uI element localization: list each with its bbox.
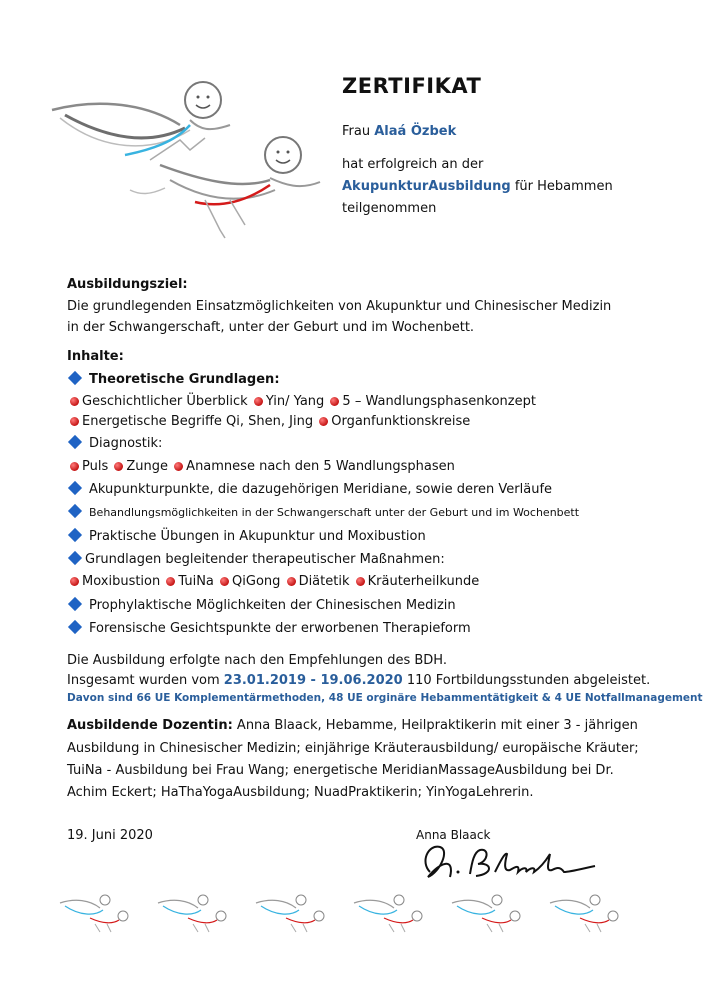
diamond-bullet-icon — [68, 551, 82, 565]
diagnostics-heading: Diagnostik: — [89, 436, 163, 451]
diagnostics-item: Puls — [82, 459, 109, 474]
lecturer-label: Ausbildende Dozentin: — [67, 718, 233, 733]
red-dot-icon — [254, 397, 263, 406]
handwritten-signature — [410, 832, 610, 887]
lecturer-line-4: Achim Eckert; HaThaYogaAusbildung; NuadPraktikerin; YinYogaLehrerin. — [67, 785, 534, 800]
decorative-logo-icon — [251, 888, 331, 933]
prophylaxis-row — [66, 596, 456, 616]
red-dot-icon — [356, 577, 365, 586]
goal-line-2: in der Schwangerschaft, unter der Geburt und im Wochenbett. — [67, 320, 475, 335]
practice-row — [66, 527, 426, 547]
lecturer-line-1 — [67, 716, 638, 736]
red-dot-icon — [174, 462, 183, 471]
accompanying-item: QiGong — [232, 574, 281, 589]
accompanying-item: Diätetik — [298, 574, 350, 589]
issue-date: 19. Juni 2020 — [67, 828, 153, 843]
forensic-row — [66, 619, 471, 639]
hours-breakdown: Davon sind 66 UE Komplementärmethoden, 48 UE orginäre Hebammentätigkeit & 4 UE Notfallmanagement — [67, 692, 703, 704]
hours-line — [67, 671, 650, 691]
decorative-logo-icon — [349, 888, 429, 933]
hours-suffix: 110 Fortbildungsstunden abgeleistet. — [402, 673, 651, 688]
red-dot-icon — [287, 577, 296, 586]
red-dot-icon — [166, 577, 175, 586]
certificate-title: ZERTIFIKAT — [342, 74, 482, 98]
practice-text: Praktische Übungen in Akupunktur und Moxibustion — [89, 529, 426, 544]
course-suffix: für Hebammen — [510, 179, 613, 194]
diamond-bullet-icon — [68, 504, 82, 518]
salutation: Frau — [342, 124, 371, 139]
theory-items-row-2 — [68, 412, 470, 432]
accompanying-items-row — [68, 572, 479, 592]
completion-line: hat erfolgreich an der — [342, 157, 484, 172]
diamond-bullet-icon — [68, 435, 82, 449]
accompanying-item: Moxibustion — [82, 574, 161, 589]
red-dot-icon — [220, 577, 229, 586]
forensic-text: Forensische Gesichtspunkte der erworbenen Therapieform — [89, 621, 471, 636]
acupoints-row — [66, 480, 552, 500]
red-dot-icon — [70, 417, 79, 426]
logo-illustration — [30, 70, 340, 245]
diagnostics-item: Anamnese nach den 5 Wandlungsphasen — [186, 459, 455, 474]
lecturer-line-2: Ausbildung in Chinesischer Medizin; einjährige Kräuterausbildung/ europäische Kräuter; — [67, 741, 639, 756]
diamond-bullet-icon — [68, 481, 82, 495]
treatment-row — [66, 503, 579, 523]
course-line — [342, 179, 613, 194]
red-dot-icon — [70, 397, 79, 406]
goal-line-1: Die grundlegenden Einsatzmöglichkeiten von Akupunktur und Chinesischer Medizin — [67, 299, 612, 314]
red-dot-icon — [330, 397, 339, 406]
red-dot-icon — [114, 462, 123, 471]
theory-heading-row — [66, 370, 280, 390]
diamond-bullet-icon — [68, 371, 82, 385]
decorative-logo-icon — [153, 888, 233, 933]
red-dot-icon — [70, 462, 79, 471]
course-name: AkupunkturAusbildung — [342, 179, 511, 194]
diagnostics-heading-row — [66, 434, 162, 454]
theory-item: Energetische Begriffe Qi, Shen, Jing — [82, 414, 314, 429]
theory-items-row-1 — [68, 392, 536, 412]
red-dot-icon — [70, 577, 79, 586]
participated-line: teilgenommen — [342, 201, 437, 216]
theory-item: Yin/ Yang — [265, 394, 325, 409]
goal-heading: Ausbildungsziel: — [67, 277, 188, 292]
diamond-bullet-icon — [68, 620, 82, 634]
contents-heading: Inhalte: — [67, 349, 124, 364]
decorative-logo-icon — [447, 888, 527, 933]
treatment-text: Behandlungsmöglichkeiten in der Schwangerschaft unter der Geburt und im Wochenbett — [89, 506, 580, 519]
red-dot-icon — [319, 417, 328, 426]
acupoints-text: Akupunkturpunkte, die dazugehörigen Meridiane, sowie deren Verläufe — [89, 482, 553, 497]
signer-name: Anna Blaack — [416, 828, 491, 842]
recipient-line — [342, 124, 456, 139]
decorative-logo-icon — [55, 888, 135, 933]
theory-item: Geschichtlicher Überblick — [82, 394, 248, 409]
theory-item: Organfunktionskreise — [331, 414, 471, 429]
date-range: 23.01.2019 - 19.06.2020 — [223, 673, 403, 688]
accompanying-item: TuiNa — [178, 574, 214, 589]
accompanying-item: Kräuterheilkunde — [367, 574, 480, 589]
hours-prefix: Insgesamt wurden vom — [67, 673, 224, 688]
recommendation-text: Die Ausbildung erfolgte nach den Empfehlungen des BDH. — [67, 653, 447, 668]
diagnostics-items-row — [68, 457, 455, 477]
diamond-bullet-icon — [68, 528, 82, 542]
lecturer-text-1: Anna Blaack, Hebamme, Heilpraktikerin mit einer 3 - jährigen — [232, 718, 638, 733]
lecturer-line-3: TuiNa - Ausbildung bei Frau Wang; energetische MeridianMassageAusbildung bei Dr. — [67, 763, 614, 778]
theory-item: 5 – Wandlungsphasenkonzept — [342, 394, 536, 409]
decorative-logo-icon — [545, 888, 625, 933]
diagnostics-item: Zunge — [126, 459, 169, 474]
diamond-bullet-icon — [68, 597, 82, 611]
recipient-name: Alaá Özbek — [374, 124, 457, 139]
accompanying-heading: Grundlagen begleitender therapeutischer Maßnahmen: — [85, 552, 445, 567]
theory-heading: Theoretische Grundlagen: — [89, 372, 280, 387]
accompanying-heading-row — [66, 550, 445, 570]
prophylaxis-text: Prophylaktische Möglichkeiten der Chinesischen Medizin — [89, 598, 456, 613]
